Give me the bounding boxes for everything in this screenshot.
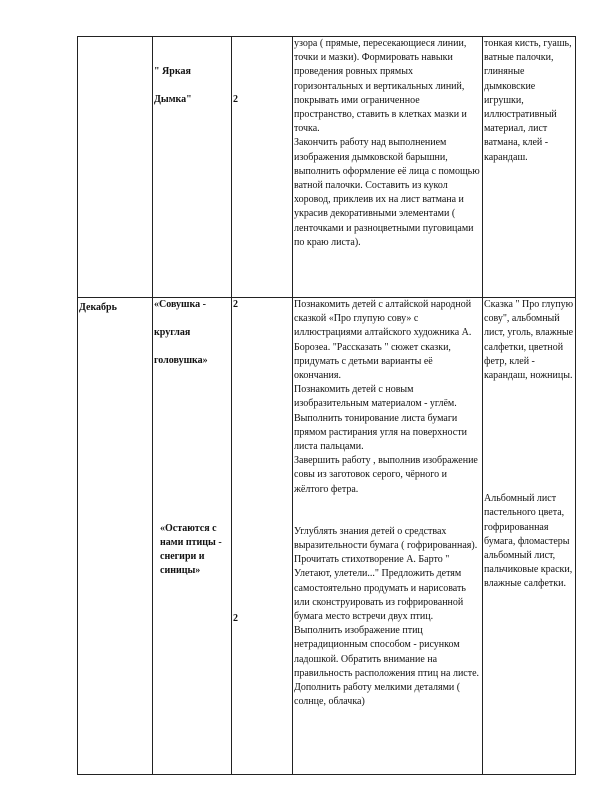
goal-paragraph: Углублять знания детей о средствах выразительности бумага ( гофрированная). Прочитать стихотворение А. Барто " Улетают, улетели..." Предложить детям самостоятельно продумать и нарисовать или сконструировать из гофрированной бумага место встречи двух птиц. [294,525,478,623]
topic-line: «Совушка - [154,299,206,310]
table-row [78,298,576,775]
materials-paragraph: Сказка " Про глупую сову", альбомный лист, уголь, влажные салфетки, цветной фетр, клей - карандаш, ножницы. [484,299,574,382]
goal-paragraph: Познакомить детей с новым изобразительным материалом - углём. Выполнить тонирование листа бумаги прямом растирания угля на поверхности листа пальцами. [294,384,467,453]
hours-value: 2 [233,94,238,105]
month-cell [78,37,153,298]
hours-value: 2 [233,299,238,310]
topic-line: «Остаются с нами птицы - снегири и синицы» [160,522,222,577]
goals-cell [293,298,483,775]
topic-line: головушка» [154,355,208,367]
materials-cell [483,37,576,298]
hours-cell [232,298,293,775]
topic-cell [153,298,232,775]
topic-line: Дымка" [154,94,192,106]
materials-cell [483,298,576,775]
goal-paragraph: Выполнить изображение птиц нетрадиционным способом - рисунком ладошкой. Обратить внимание на правильность расположения птиц на листе. [294,625,480,679]
hours-cell [232,37,293,298]
goals-cell [293,37,483,298]
topic-line: круглая [154,327,191,339]
goal-paragraph: узора ( прямые, пересекающиеся линии, точки и мазки). Формировать навыки проведения ровных прямых горизонтальных и вертикальных линий, покрывать ими ограниченное пространство, ставить в клетках мазки и точка. [294,38,467,135]
materials-paragraph: тонкая кисть, гуашь, ватные палочки, глиняные дымковские игрушки, иллюстративный материал, лист ватмана, клей - карандаш. [484,38,572,163]
topic-line: " Яркая [154,66,191,77]
month-cell: Декабрь [78,298,153,775]
goal-paragraph: Закончить работу над выполнением изображения дымковской барышни, выполнить оформление её лица с помощью ватной палочки. Составить из кукол хоровод, приклеив их на лист ватмана и украсив декоративными элементами ( ленточками и разноцветными пуговицами по краю листа). [294,137,480,248]
lesson-plan-table [77,36,576,775]
table-row [78,37,576,298]
goal-paragraph: Познакомить детей с алтайской народной сказкой «Про глупую сову» с иллюстрациями алтайского художника А. Борозеа. "Рассказать " сюжет сказки, придумать с детьми варианты её окончания. [294,299,472,382]
goal-paragraph: Дополнить работу мелкими деталями ( солнце, облачка) [294,682,461,708]
materials-paragraph: Альбомный лист пастельного цвета, гофрированная бумага, фломастеры альбомный лист, пальчиковые краски, влажные салфетки. [484,493,573,590]
hours-value: 2 [233,613,238,625]
goal-paragraph: Завершить работу , выполнив изображение совы из заготовок серого, чёрного и жёлтого фетра. [294,455,478,495]
topic-cell [153,37,232,298]
